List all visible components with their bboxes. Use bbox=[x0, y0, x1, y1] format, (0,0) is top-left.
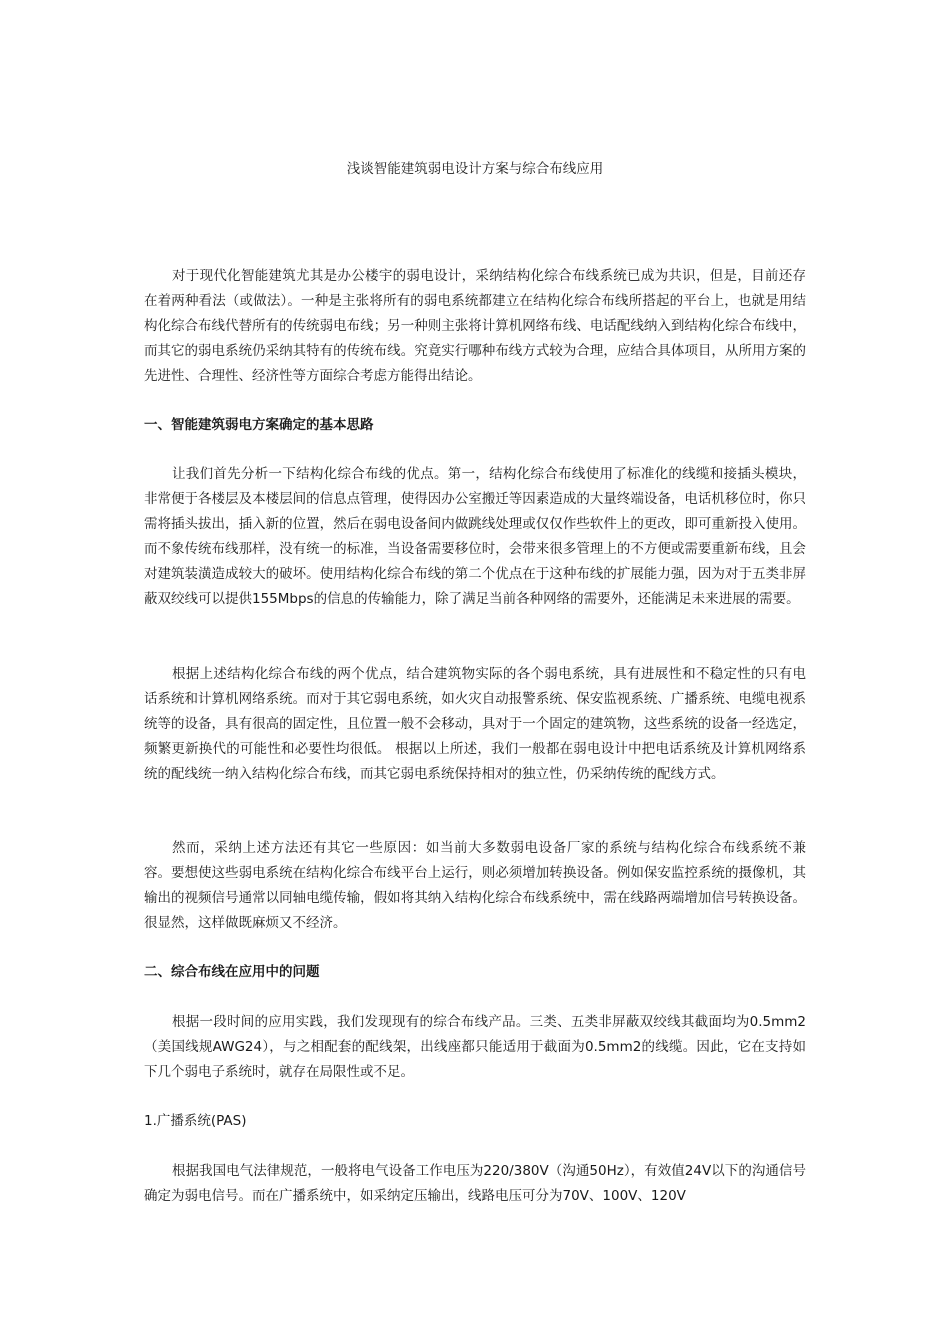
subsection1-paragraph-1: 根据我国电气法律规范，一般将电气设备工作电压为220/380V（沟通50Hz），有效值24V以下的沟通信号确定为弱电信号。而在广播系统中，如采纳定压输出，线路电压可分为70V、100V、120V bbox=[144, 1163, 806, 1204]
section1-paragraph-3: 然而，采纳上述方法还有其它一些原因：如当前大多数弱电设备厂家的系统与结构化综合布线系统不兼容。要想使这些弱电系统在结构化综合布线平台上运行，则必须增加转换设备。例如保安监控系统的摄像机，其输出的视频信号通常以同轴电缆传输，假如将其纳入结构化综合布线系统中，需在线路两端增加信号转换设备。很显然，这样做既麻烦又不经济。 bbox=[144, 840, 806, 931]
section1-paragraph-1: 让我们首先分析一下结构化综合布线的优点。第一，结构化综合布线使用了标准化的线缆和接插头模块，非常便于各楼层及本楼层间的信息点管理，使得因办公室搬迁等因素造成的大量终端设备，电话机移位时，你只需将插头拔出，插入新的位置，然后在弱电设备间内做跳线处理或仅仅作些软件上的更改，即可重新投入使用。而不象传统布线那样，没有统一的标准，当设备需要移位时，会带来很多管理上的不方便或需要重新布线，且会对建筑装潢造成较大的破坏。使用结构化综合布线的第二个优点在于这种布线的扩展能力强，因为对于五类非屏蔽双绞线可以提供155Mbps的信息的传输能力，除了满足当前各种网络的需要外，还能满足未来进展的需要。 bbox=[144, 466, 806, 607]
section1-heading: 一、智能建筑弱电方案确定的基本思路 bbox=[144, 417, 374, 433]
document-title: 浅谈智能建筑弱电设计方案与综合布线应用 bbox=[346, 161, 604, 177]
section1-paragraph-2: 根据上述结构化综合布线的两个优点，结合建筑物实际的各个弱电系统，具有进展性和不稳定性的只有电话系统和计算机网络系统。而对于其它弱电系统，如火灾自动报警系统、保安监视系统、广播系统、电缆电视系统等的设备，具有很高的固定性，且位置一般不会移动，具对于一个固定的建筑物，这些系统的设备一经选定，频繁更新换代的可能性和必要性均很低。 根据以上所述，我们一般都在弱电设计中把电话系统及计算机网络系统的配线统一纳入结构化综合布线，而其它弱电系统保持相对的独立性，仍采纳传统的配线方式。 bbox=[144, 666, 806, 782]
section2-paragraph-1: 根据一段时间的应用实践，我们发现现有的综合布线产品。三类、五类非屏蔽双绞线其截面均为0.5mm2（美国线规AWG24），与之相配套的配线架，出线座都只能适用于截面为0.5mm2的线缆。因此，它在支持如下几个弱电子系统时，就存在局限性或不足。 bbox=[144, 1014, 806, 1080]
section2-heading: 二、综合布线在应用中的问题 bbox=[144, 964, 320, 980]
subsection1-heading: 1.广播系统(PAS) bbox=[144, 1113, 247, 1129]
intro-paragraph: 对于现代化智能建筑尤其是办公楼宇的弱电设计，采纳结构化综合布线系统已成为共识，但是，目前还存在着两种看法（或做法）。一种是主张将所有的弱电系统都建立在结构化综合布线所搭起的平台上，也就是用结构化综合布线代替所有的传统弱电布线；另一种则主张将计算机网络布线、电话配线纳入到结构化综合布线中，而其它的弱电系统仍采纳其特有的传统布线。究竟实行哪种布线方式较为合理，应结合具体项目，从所用方案的先进性、合理性、经济性等方面综合考虑方能得出结论。 bbox=[144, 268, 806, 384]
